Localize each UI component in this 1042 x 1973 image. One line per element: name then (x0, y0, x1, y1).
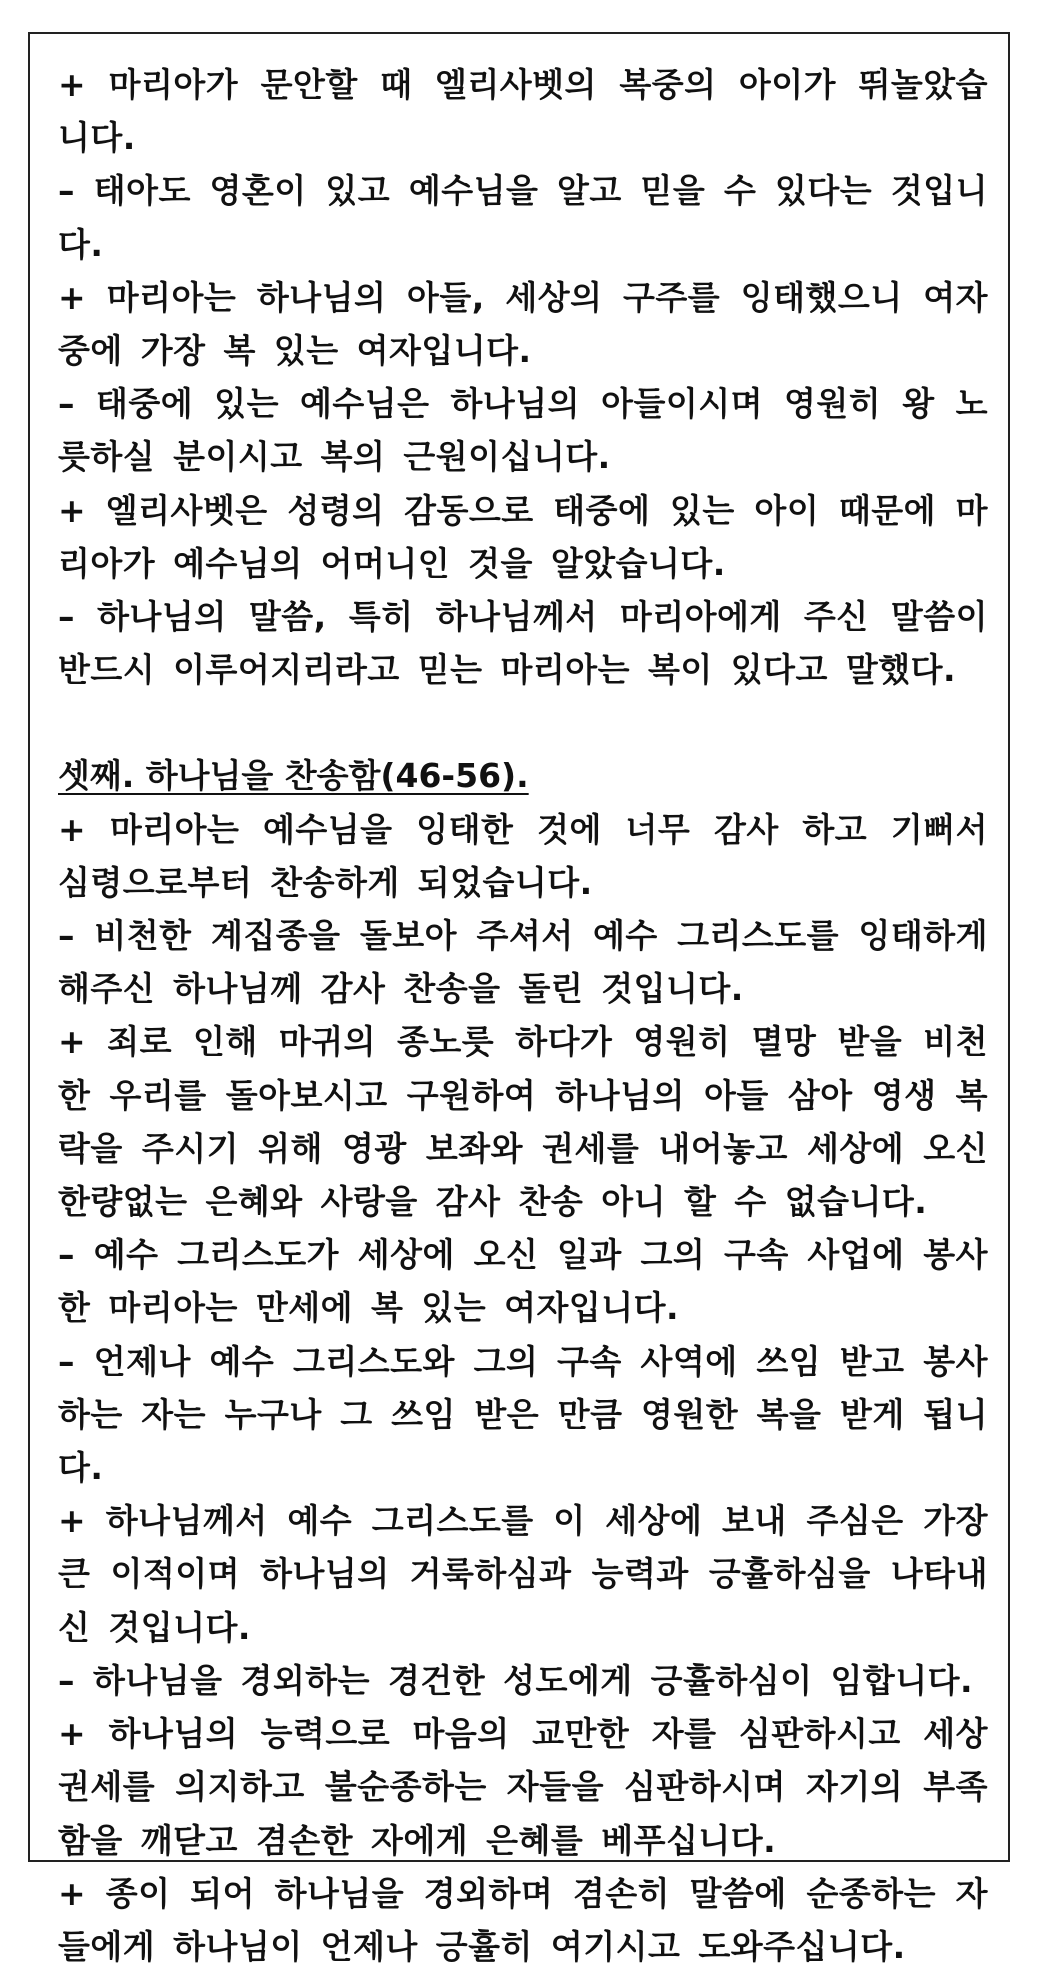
paragraph: + 마리아가 문안할 때 엘리사벳의 복중의 아이가 뛰놀았습니다. (58, 65, 988, 158)
paragraph: + 엘리사벳은 성령의 감동으로 태중에 있는 아이 때문에 마리아가 예수님의 어머니인 것을 알았습니다. (58, 490, 988, 583)
paragraph: – 비천한 계집종을 돌보아 주셔서 예수 그리스도를 잉태하게 해주신 하나님께 감사 찬송을 돌린 것입니다. (58, 916, 988, 1009)
paragraph: – 언제나 예수 그리스도와 그의 구속 사역에 쓰임 받고 봉사하는 자는 누구나 그 쓰임 받은 만큼 영원한 복을 받게 됩니다. (58, 1341, 988, 1488)
paragraph: – 하나님의 말씀, 특히 하나님께서 마리아에게 주신 말씀이 반드시 이루어지리라고 믿는 마리아는 복이 있다고 말했다. (58, 597, 988, 690)
paragraph: + 종이 되어 하나님을 경외하며 겸손히 말씀에 순종하는 자들에게 하나님이 언제나 긍휼히 여기시고 도와주십니다. (58, 1873, 988, 1966)
paragraph: – 태중에 있는 예수님은 하나님의 아들이시며 영원히 왕 노릇하실 분이시고 복의 근원이십니다. (58, 384, 988, 477)
paragraph: + 하나님께서 예수 그리스도를 이 세상에 보내 주심은 가장 큰 이적이며 하나님의 거룩하심과 능력과 긍휼하심을 나타내신 것입니다. (58, 1501, 988, 1647)
intro-section (58, 58, 988, 696)
section-spacer (58, 696, 988, 749)
document-body (58, 58, 988, 1973)
paragraph: + 죄로 인해 마귀의 종노릇 하다가 영원히 멸망 받을 비천한 우리를 돌아보시고 구원하여 하나님의 아들 삼아 영생 복락을 주시기 위해 영광 보좌와 권세를 내어놓고 세상에 오신 한량없는 은혜와 사랑을 감사 찬송 아니 할 수 없습니다. (58, 1022, 988, 1222)
paragraph: + 마리아는 예수님을 잉태한 것에 너무 감사 하고 기뻐서 심령으로부터 찬송하게 되었습니다. (58, 809, 988, 902)
paragraph: – 하나님을 경외하는 경건한 성도에게 긍휼하심이 임합니다. (58, 1660, 974, 1700)
paragraph: – 예수 그리스도가 세상에 오신 일과 그의 구속 사업에 봉사한 마리아는 만세에 복 있는 여자입니다. (58, 1235, 988, 1328)
paragraph: + 하나님의 능력으로 마음의 교만한 자를 심판하시고 세상 권세를 의지하고 불순종하는 자들을 심판하시며 자기의 부족함을 깨닫고 겸손한 자에게 은혜를 베푸십니다. (58, 1714, 988, 1860)
paragraph: + 마리아는 하나님의 아들, 세상의 구주를 잉태했으니 여자 중에 가장 복 있는 여자입니다. (58, 277, 988, 371)
section-heading: 셋째. 하나님을 찬송함(46-56). (58, 756, 529, 796)
section-three (58, 749, 988, 1973)
paragraph: – 태아도 영혼이 있고 예수님을 알고 믿을 수 있다는 것입니다. (58, 171, 988, 264)
